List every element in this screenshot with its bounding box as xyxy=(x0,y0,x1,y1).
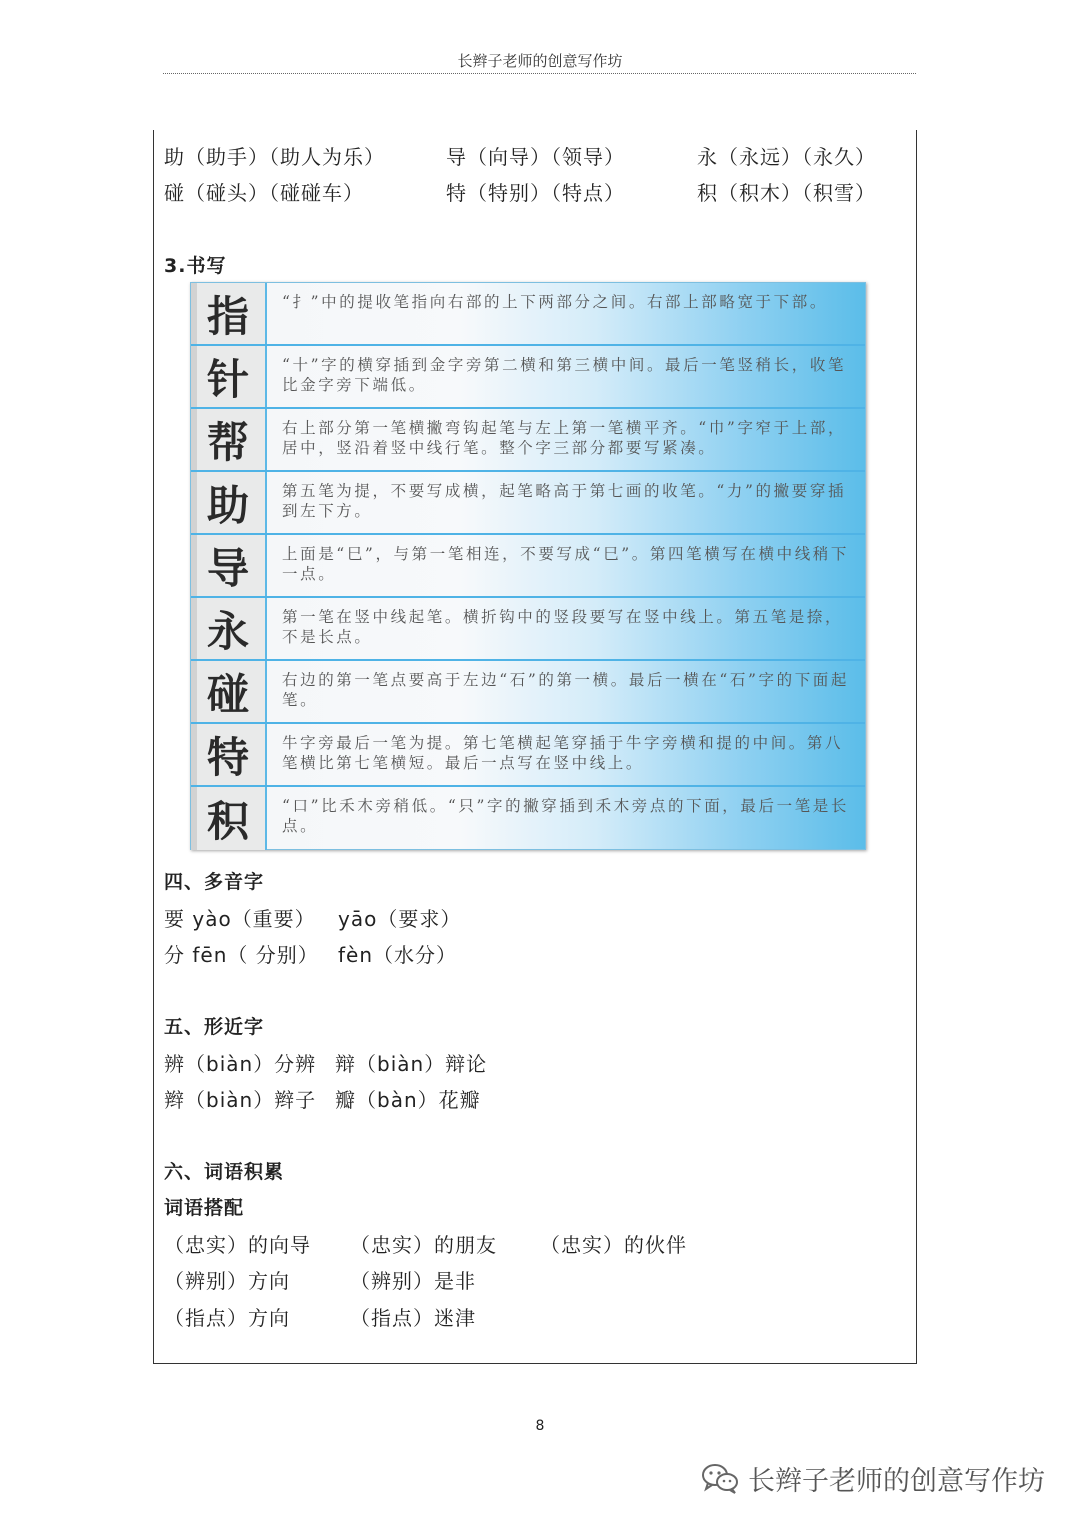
practice-char: 特 xyxy=(206,732,249,782)
char: 辨（ xyxy=(164,1052,206,1076)
similar-heading: 五、形近字 xyxy=(164,1016,265,1038)
practice-char: 助 xyxy=(206,480,249,530)
writing-row xyxy=(191,535,865,598)
pinyin: biàn xyxy=(206,1088,254,1112)
practice-char-cell xyxy=(191,472,267,533)
writing-row xyxy=(191,346,865,409)
pinyin: biàn xyxy=(206,1052,254,1076)
practice-char: 永 xyxy=(206,606,249,656)
writing-table xyxy=(190,282,866,850)
collocation: （忠实）的朋友 xyxy=(350,1233,497,1257)
collocation: （忠实）的向导 xyxy=(164,1233,311,1257)
similar-line xyxy=(164,1048,316,1077)
writing-tip: 第五笔为提，不要写成横，起笔略高于第七画的收笔。“力”的撇要穿插到左下方。 xyxy=(282,482,847,520)
writing-row xyxy=(191,598,865,661)
writing-row xyxy=(191,787,865,850)
writing-tip: 右上部分第一笔横撇弯钩起笔与左上第一笔横平齐。“巾”字窄于上部，居中，竖沿着竖中线行笔。整个字三部分都要写紧凑。 xyxy=(282,419,847,457)
vocab-heading: 六、词语积累 xyxy=(164,1161,285,1183)
writing-tip: 右边的第一笔点要高于左边“石”的第一横。最后一横在“石”字的下面起笔。 xyxy=(282,671,849,709)
collocation: （辨别）是非 xyxy=(350,1269,476,1293)
writing-row xyxy=(191,409,865,472)
page-number: 8 xyxy=(535,1418,545,1434)
vocab-subheading: 词语搭配 xyxy=(164,1197,245,1219)
watermark xyxy=(700,1458,1045,1498)
word-group: 碰（碰头）（碰碰车） xyxy=(164,181,364,205)
similar-line xyxy=(335,1084,481,1113)
polyphone-line xyxy=(338,903,461,932)
writing-row xyxy=(191,661,865,724)
page-header-title: 长辫子老师的创意写作坊 xyxy=(457,52,623,70)
collocation: （辨别）方向 xyxy=(164,1269,290,1293)
header-divider xyxy=(163,73,916,74)
practice-char: 积 xyxy=(206,796,249,846)
practice-char-cell xyxy=(191,598,267,659)
practice-char: 针 xyxy=(206,354,249,404)
similar-line xyxy=(335,1048,487,1077)
practice-char-cell xyxy=(191,724,267,785)
practice-char: 导 xyxy=(206,543,249,593)
collocation: （指点）迷津 xyxy=(350,1306,476,1330)
writing-tip: 第一笔在竖中线起笔。横折钩中的竖段要写在竖中线上。第五笔是捺，不是长点。 xyxy=(282,608,844,646)
word: ）辫子 xyxy=(253,1088,317,1112)
writing-row xyxy=(191,472,865,535)
practice-char-cell xyxy=(191,787,267,850)
char: 辫（ xyxy=(164,1088,206,1112)
pinyin: yāo xyxy=(338,907,378,931)
writing-row xyxy=(191,283,865,346)
word-group: 特（特别）（特点） xyxy=(446,181,625,205)
word: ）花瓣 xyxy=(417,1088,481,1112)
watermark-text: 长辫子老师的创意写作坊 xyxy=(748,1465,1045,1497)
pinyin: fēn xyxy=(192,943,228,967)
writing-row xyxy=(191,724,865,787)
pinyin: yào xyxy=(192,907,232,931)
writing-heading: 3.书写 xyxy=(164,255,227,277)
word: （水分） xyxy=(373,943,458,967)
char: 辩（ xyxy=(335,1052,377,1076)
word: ）分辨 xyxy=(253,1052,317,1076)
word-group: 积（积木）（积雪） xyxy=(697,181,876,205)
pinyin: bàn xyxy=(377,1088,418,1112)
practice-char: 碰 xyxy=(206,669,249,719)
wechat-icon xyxy=(700,1462,740,1494)
writing-tip: “扌”中的提收笔指向右部的上下两部分之间。右部上部略宽于下部。 xyxy=(282,293,828,311)
practice-char-cell xyxy=(191,661,267,722)
word: （要求） xyxy=(377,907,462,931)
word-group: 永（永远）（永久） xyxy=(697,145,876,169)
pinyin: fèn xyxy=(338,943,374,967)
word: （重要） xyxy=(231,907,316,931)
polyphone-heading: 四、多音字 xyxy=(164,871,265,893)
word: （ 分别） xyxy=(227,943,319,967)
word-group: 导（向导）（领导） xyxy=(446,145,625,169)
writing-tip: 上面是“巳”，与第一笔相连，不要写成“巳”。第四笔横写在横中线稍下一点。 xyxy=(282,545,849,583)
char: 瓣（ xyxy=(335,1088,377,1112)
practice-char: 指 xyxy=(206,291,249,341)
polyphone-line xyxy=(164,939,319,968)
collocation: （指点）方向 xyxy=(164,1306,290,1330)
pinyin: biàn xyxy=(377,1052,425,1076)
writing-tip: “十”字的横穿插到金字旁第二横和第三横中间。最后一笔竖稍长，收笔比金字旁下端低。 xyxy=(282,356,847,394)
word-group: 助（助手）（助人为乐） xyxy=(164,145,385,169)
similar-line xyxy=(164,1084,316,1113)
polyphone-char: 分 xyxy=(164,943,185,967)
polyphone-line xyxy=(164,903,316,932)
polyphone-char: 要 xyxy=(164,907,185,931)
practice-char-cell xyxy=(191,409,267,470)
practice-char-cell xyxy=(191,346,267,407)
writing-tip: 牛字旁最后一笔为提。第七笔横起笔穿插于牛字旁横和提的中间。第八笔横比第七笔横短。最后一点写在竖中线上。 xyxy=(282,734,844,772)
practice-char-cell xyxy=(191,535,267,596)
writing-tip: “口”比禾木旁稍低。“只”字的撇穿插到禾木旁点的下面，最后一笔是长点。 xyxy=(282,797,849,835)
word: ）辩论 xyxy=(424,1052,488,1076)
collocation: （忠实）的伙伴 xyxy=(540,1233,687,1257)
polyphone-line xyxy=(338,939,457,968)
practice-char: 帮 xyxy=(206,417,249,467)
practice-char-cell xyxy=(191,283,267,344)
